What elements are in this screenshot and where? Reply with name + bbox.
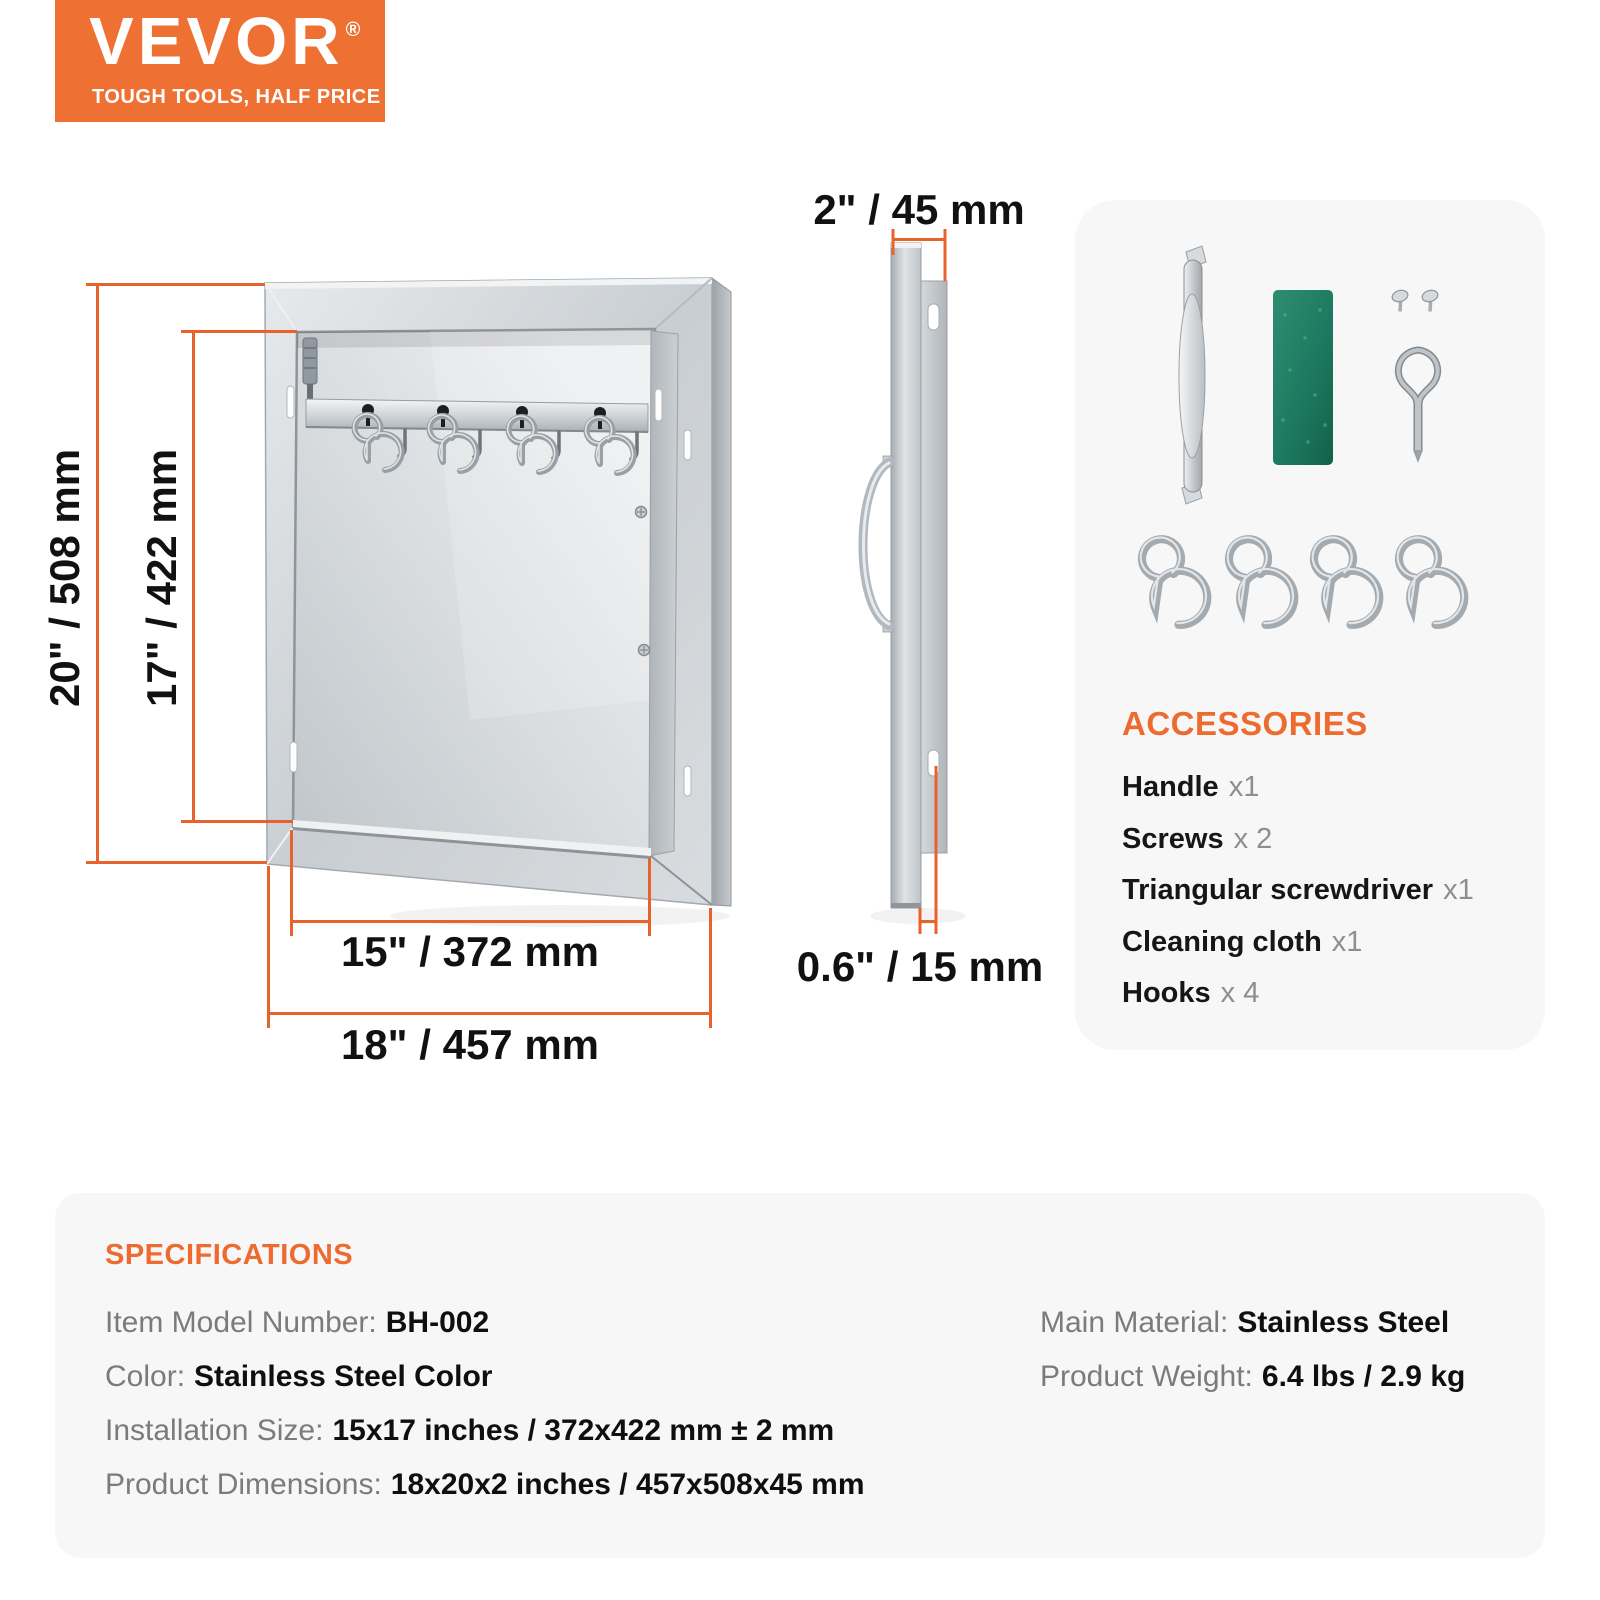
spec-row-product-weight	[1040, 1350, 1465, 1404]
opening-top-shadow	[297, 329, 655, 348]
logo-text: VEVOR	[89, 4, 344, 79]
door-side-view-illustration	[863, 243, 966, 924]
triangular-screwdriver-icon	[1398, 350, 1437, 463]
panel-screw	[639, 645, 650, 656]
dim-label-depth: 2" / 45 mm	[813, 186, 1025, 233]
spec-row-model	[105, 1296, 489, 1350]
spec-row-color	[105, 1350, 492, 1404]
registered-trademark-icon: ®	[345, 19, 361, 41]
accessory-qty: x 2	[1233, 822, 1273, 855]
accessory-name: Hooks	[1122, 977, 1211, 1010]
dim-label-outer-width: 18" / 457 mm	[340, 1021, 600, 1068]
accessory-qty: x1	[1228, 771, 1260, 804]
side-view-shadow	[870, 908, 966, 924]
accessories-panel	[1075, 200, 1545, 1050]
spec-value: 15x17 inches / 372x422 mm ± 2 mm	[332, 1414, 835, 1447]
accessory-item	[1122, 762, 1474, 814]
spec-label: Item Model Number:	[105, 1306, 377, 1339]
side-handle	[863, 462, 890, 626]
spec-row-main-material	[1040, 1296, 1449, 1350]
side-door-slab	[891, 243, 921, 908]
spec-label: Color:	[105, 1360, 186, 1393]
handle-icon	[1179, 246, 1206, 504]
door-front-view-illustration	[265, 278, 731, 927]
mounting-slot	[684, 766, 691, 796]
spec-value: BH-002	[385, 1306, 490, 1339]
accessory-name: Triangular screwdriver	[1122, 874, 1434, 907]
spec-label: Installation Size:	[105, 1414, 324, 1447]
accessory-name: Cleaning cloth	[1122, 925, 1322, 958]
dim-label-inner-height: 17" / 422 mm	[138, 448, 185, 708]
s-hooks-icon	[1132, 535, 1472, 628]
flange-hole	[928, 304, 939, 330]
panel-screw	[636, 507, 647, 518]
specifications-panel	[55, 1193, 1545, 1558]
door-shadow	[390, 905, 730, 927]
slab-bottom-cap	[891, 903, 921, 908]
accessories-list	[1122, 762, 1474, 1020]
dim-label-inner-width: 15" / 372 mm	[340, 928, 600, 975]
dim-label-outer-height: 20" / 508 mm	[41, 448, 88, 708]
accessory-qty: x1	[1331, 925, 1363, 958]
screws-icon	[1391, 289, 1442, 313]
accessory-item	[1122, 814, 1474, 866]
logo-tagline: TOUGH TOOLS, HALF PRICE	[92, 86, 381, 108]
mounting-slot	[287, 386, 294, 418]
spec-value: 6.4 lbs / 2.9 kg	[1261, 1360, 1466, 1393]
accessory-item	[1122, 968, 1474, 1020]
spec-value: 18x20x2 inches / 457x508x45 mm	[390, 1468, 865, 1501]
spec-row-installation-size	[105, 1404, 834, 1458]
accessories-title: ACCESSORIES	[1122, 705, 1368, 742]
accessory-name: Screws	[1122, 822, 1224, 855]
door-right-return-edge	[712, 278, 731, 906]
accessory-qty: x1	[1443, 874, 1474, 907]
mounting-slot	[290, 742, 297, 772]
spec-label: Main Material:	[1040, 1306, 1229, 1339]
accessory-item	[1122, 917, 1474, 969]
accessory-item	[1122, 865, 1474, 917]
specifications-title: SPECIFICATIONS	[105, 1239, 354, 1271]
door-liner-right-edge	[649, 331, 678, 856]
dim-label-thickness: 0.6" / 15 mm	[796, 943, 1044, 990]
cleaning-cloth-icon	[1273, 290, 1333, 465]
spec-row-product-dimensions	[105, 1458, 865, 1512]
mounting-slot	[655, 389, 662, 421]
spec-label: Product Weight:	[1040, 1360, 1253, 1393]
accessory-qty: x 4	[1220, 977, 1260, 1010]
spec-value: Stainless Steel Color	[194, 1360, 493, 1393]
mounting-slot	[684, 430, 691, 460]
slab-top-cap	[891, 243, 921, 248]
spec-value: Stainless Steel	[1237, 1306, 1450, 1339]
spec-label: Product Dimensions:	[105, 1468, 382, 1501]
accessory-name: Handle	[1122, 771, 1219, 804]
